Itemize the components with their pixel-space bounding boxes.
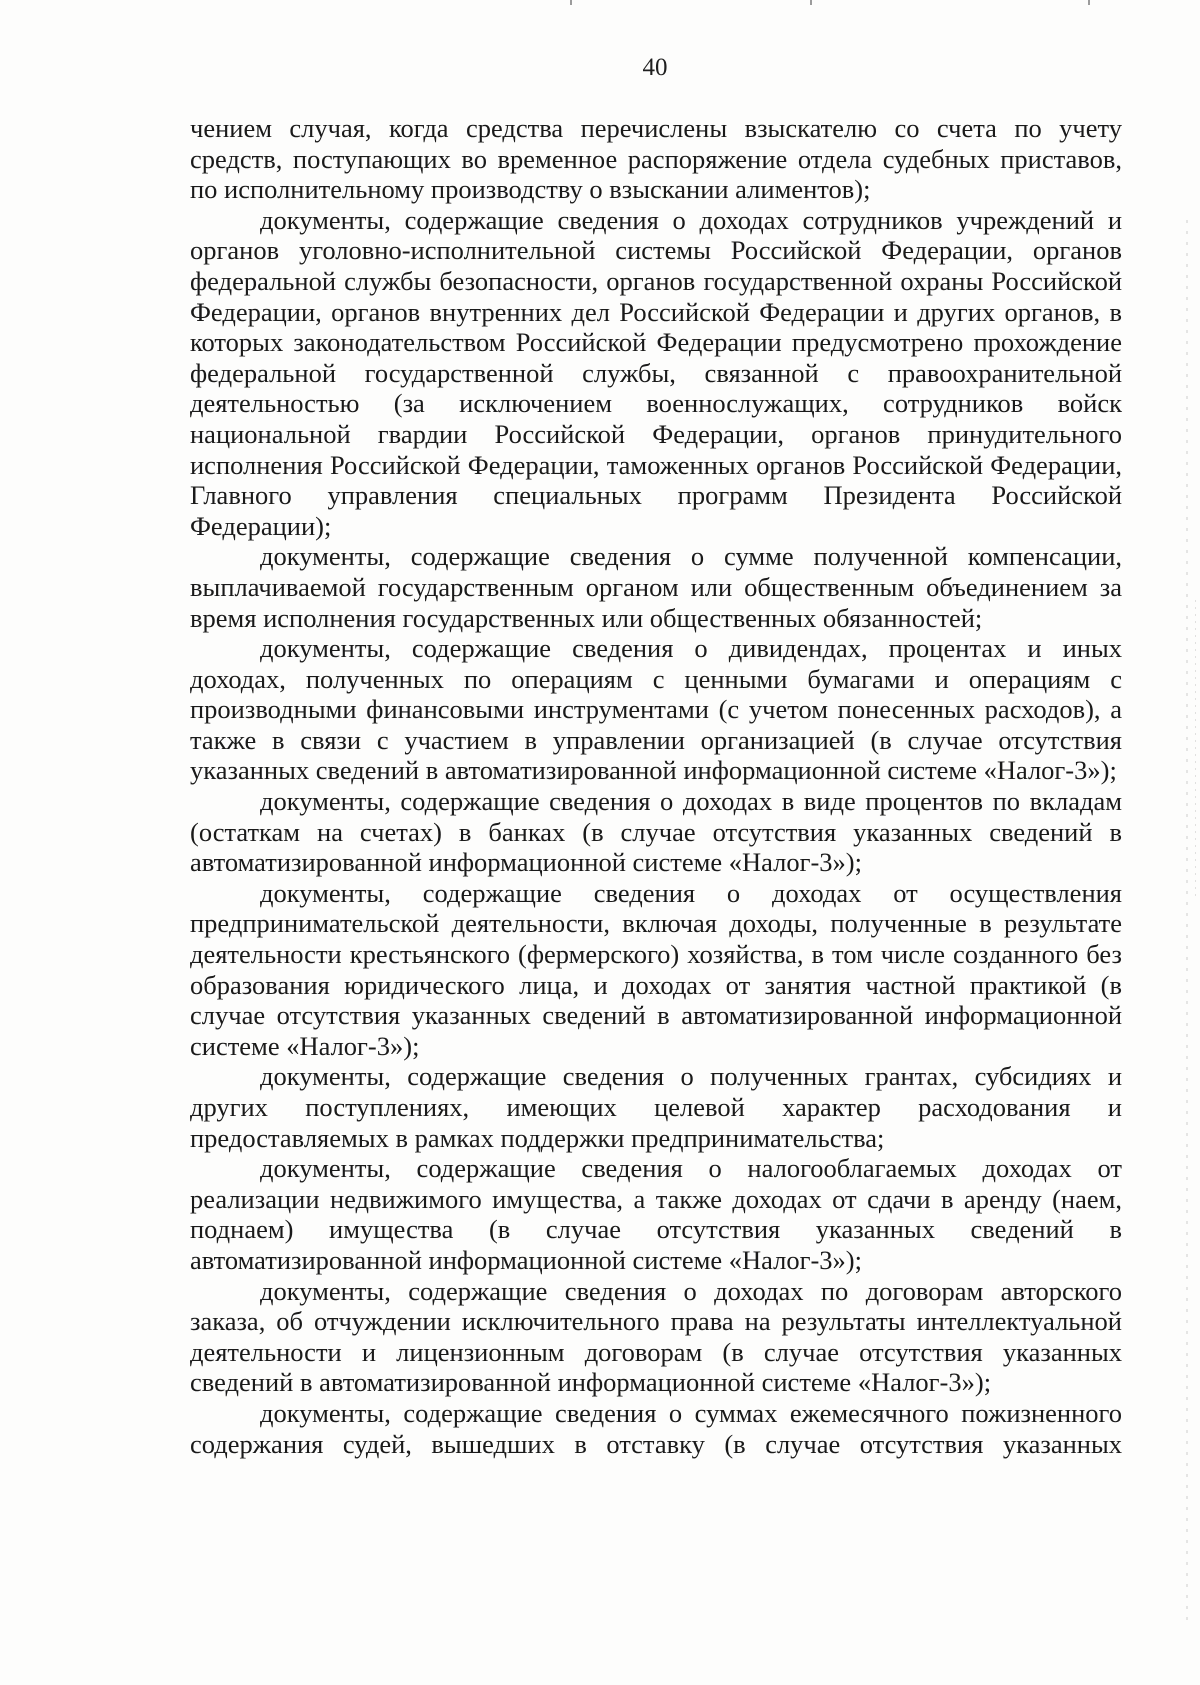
page-number: 40 xyxy=(642,54,668,81)
scan-speck xyxy=(1088,0,1090,5)
paragraph: документы, содержащие сведения о доходах по договорам авторского заказа, об отчуждении исключительного права на результаты интеллектуальной деятельности и лицензионным договорам (в случае отсутствия указанных сведений в автоматизированной информационной системе «Налог-3»); xyxy=(190,1275,1122,1398)
scan-edge-artifact xyxy=(1186,220,1188,1620)
paragraph: документы, содержащие сведения о полученных грантах, субсидиях и других поступлениях, имеющих целевой характер расходования и предоставляемых в рамках поддержки предпринимательства; xyxy=(190,1061,1122,1153)
document-body xyxy=(190,113,1122,1459)
scan-edge-artifact xyxy=(1195,600,1196,900)
paragraph: документы, содержащие сведения о доходах от осуществления предпринимательской деятельности, включая доходы, полученные в результате деятельности крестьянского (фермерского) хозяйства, в том числе созданного без образования юридического лица, и доходах от занятия частной практикой (в случае отсутствия указанных сведений в автоматизированной информационной системе «Налог-3»); xyxy=(190,877,1122,1061)
paragraph: документы, содержащие сведения о суммах ежемесячного пожизненного содержания судей, вышедших в отставку (в случае отсутствия указанных xyxy=(190,1397,1122,1459)
scan-speck xyxy=(570,0,572,5)
paragraph: документы, содержащие сведения о налогооблагаемых доходах от реализации недвижимого имущества, а также доходах от сдачи в аренду (наем, поднаем) имущества (в случае отсутствия указанных сведений в автоматизированной информационной системе «Налог-3»); xyxy=(190,1153,1122,1275)
paragraph: документы, содержащие сведения о дивидендах, процентах и иных доходах, полученных по операциям с ценными бумагами и операциям с производными финансовыми инструментами (с учетом понесенных расходов), а также в связи с участием в управлении организацией (в случае отсутствия указанных сведений в автоматизированной информационной системе «Налог-3»); xyxy=(190,633,1122,786)
paragraph: документы, содержащие сведения о сумме полученной компенсации, выплачиваемой государственным органом или общественным объединением за время исполнения государственных или общественных обязанностей; xyxy=(190,541,1122,633)
paragraph: чением случая, когда средства перечислены взыскателю со счета по учету средств, поступающих во временное распоряжение отдела судебных приставов, по исполнительному производству о взыскании алиментов); xyxy=(190,113,1122,205)
paragraph: документы, содержащие сведения о доходах в виде процентов по вкладам (остаткам на счетах) в банках (в случае отсутствия указанных сведений в автоматизированной информационной системе «Налог-3»); xyxy=(190,786,1122,878)
paragraph: документы, содержащие сведения о доходах сотрудников учреждений и органов уголовно-исполнительной системы Российской Федерации, органов федеральной службы безопасности, органов государственной охраны Российской Федерации, органов внутренних дел Российской Федерации и других органов, в которых законодательством Российской Федерации предусмотрено прохождение федеральной государственной службы, связанной с правоохранительной деятельностью (за исключением военнослужащих, сотрудников войск национальной гвардии Российской Федерации, органов принудительного исполнения Российской Федерации, таможенных органов Российской Федерации, Главного управления специальных программ Президента Российской Федерации); xyxy=(190,204,1122,541)
scan-speck xyxy=(810,0,812,5)
